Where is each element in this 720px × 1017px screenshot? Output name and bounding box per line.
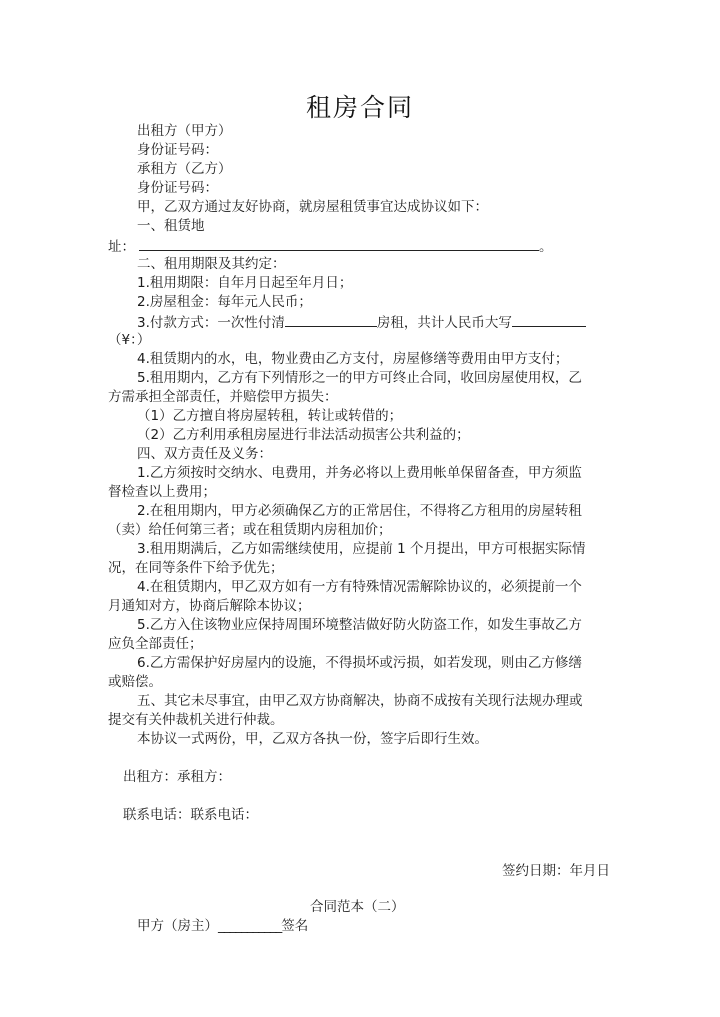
section5-line1: 五、其它未尽事宜，由甲乙双方协商解决，协商不成按有关现行法规办理或 <box>137 693 583 709</box>
termination-item-line2: 方需承担全部责任，并赔偿甲方损失： <box>108 389 338 405</box>
duty4-line2: 月通知对方，协商后解除本协议； <box>108 598 311 614</box>
duty5-line1: 5.乙方入住该物业应保持周围环境整洁做好防火防盗工作，如发生事故乙方 <box>137 617 582 633</box>
duty1-line2: 督检查以上费用； <box>108 484 216 500</box>
document-title: 租房合同 <box>305 93 414 122</box>
address-label: 址： <box>108 239 135 255</box>
duty5-line2: 应负全部责任； <box>108 636 203 652</box>
party-a-blank: ___________ <box>218 918 282 934</box>
signature-phones: 联系电话：联系电话： <box>123 807 258 823</box>
payment-amount-symbol: （¥：） <box>108 332 151 348</box>
lessee-label: 承租方（乙方） <box>137 161 232 177</box>
termination-sub2: （2）乙方利用承租房屋进行非法活动损害公共利益的； <box>137 427 470 443</box>
payment-blank <box>285 312 377 327</box>
signature-date: 签约日期：年月日 <box>502 863 610 879</box>
duty6-line2: 或赔偿。 <box>108 674 162 690</box>
template2-party-a <box>137 917 308 935</box>
rent-item: 2.房屋租金：每年元人民币； <box>137 294 312 310</box>
duty1-line1: 1.乙方须按时交纳水、电费用，并务必将以上费用帐单保留备查，甲方须监 <box>137 465 582 481</box>
payment-item <box>137 312 586 332</box>
section1-heading: 一、租赁地 <box>137 218 205 234</box>
duty6-line1: 6.乙方需保护好房屋内的设施，不得损坏或污损，如若发现，则由乙方修缮 <box>137 655 582 671</box>
closing-text: 本协议一式两份，甲，乙双方各执一份，签字后即行生效。 <box>137 731 488 747</box>
duty3-line1: 3.租用期满后，乙方如需继续使用，应提前 1 个月提出，甲方可根据实际情 <box>137 541 586 557</box>
utilities-item: 4.租赁期内的水，电，物业费由乙方支付，房屋修缮等费用由甲方支付； <box>137 351 569 367</box>
template2-heading: 合同范本（二） <box>310 899 405 915</box>
address-line <box>108 236 553 256</box>
term-item: 1.租用期限：自年月日起至年月日； <box>137 275 353 291</box>
intro-text: 甲，乙双方通过友好协商，就房屋租赁事宜达成协议如下： <box>137 199 488 215</box>
address-end: 。 <box>539 239 553 255</box>
signature-parties: 出租方：承租方： <box>123 769 231 785</box>
section5-line2: 提交有关仲裁机关进行仲裁。 <box>108 712 284 728</box>
lessee-id-label: 身份证号码： <box>137 180 218 196</box>
payment-total-label: 房租，共计人民币大写 <box>376 315 512 331</box>
termination-sub1: （1）乙方擅自将房屋转租，转让或转借的； <box>137 408 403 424</box>
section2-heading: 二、租用期限及其约定： <box>137 256 286 272</box>
lessor-id-label: 身份证号码： <box>137 142 218 158</box>
address-blank <box>139 236 539 251</box>
amount-words-blank <box>512 312 586 327</box>
payment-label: 3.付款方式：一次性付清 <box>137 315 285 331</box>
party-a-sign-label: 签名 <box>281 918 309 934</box>
termination-item-line1: 5.租用期内，乙方有下列情形之一的甲方可终止合同，收回房屋使用权，乙 <box>137 370 582 386</box>
duty2-line2: （卖）给任何第三者；或在租赁期内房租加价； <box>108 522 392 538</box>
party-a-label: 甲方（房主） <box>137 918 218 934</box>
duty2-line1: 2.在租用期内，甲方必须确保乙方的正常居住，不得将乙方租用的房屋转租 <box>137 503 582 519</box>
lessor-label: 出租方（甲方） <box>137 123 232 139</box>
duty4-line1: 4.在租赁期内，甲乙双方如有一方有特殊情况需解除协议的，必须提前一个 <box>137 579 582 595</box>
duty3-line2: 况，在同等条件下给予优先； <box>108 560 284 576</box>
section4-heading: 四、双方责任及义务： <box>137 446 272 462</box>
